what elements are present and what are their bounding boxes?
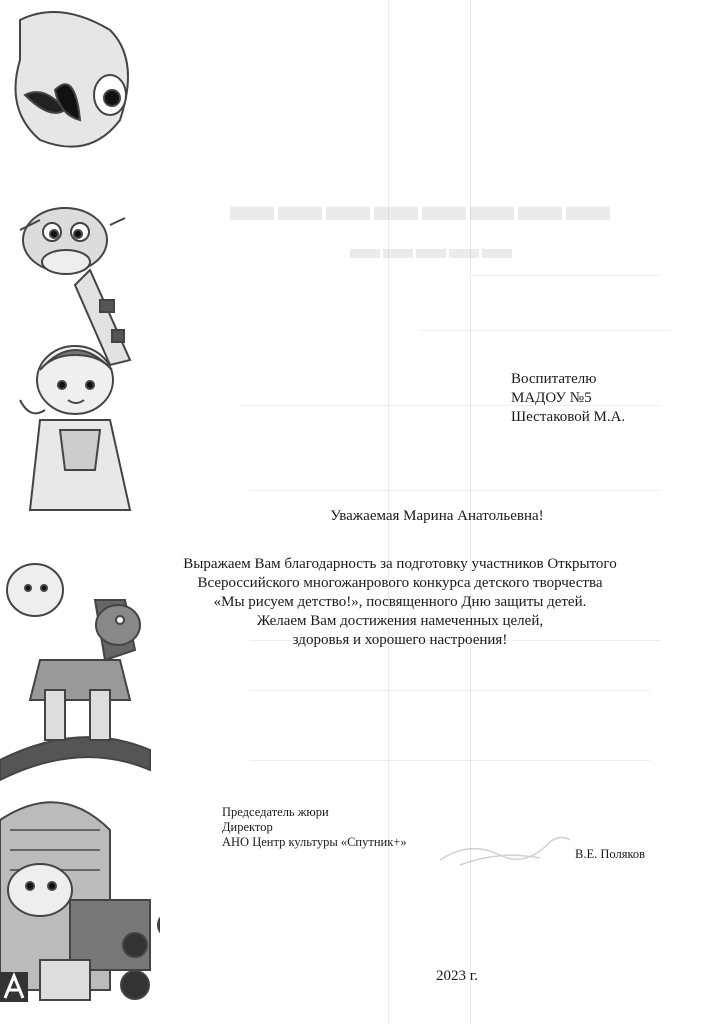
letter-body — [180, 555, 620, 650]
recipient-block — [511, 370, 625, 427]
ghost-line — [420, 330, 670, 331]
signer-organization: АНО Центр культуры «Спутник+» — [222, 835, 407, 849]
body-line: Желаем Вам достижения намеченных целей, — [256, 613, 544, 629]
show-through-watermark — [220, 160, 680, 820]
signature-block — [222, 805, 407, 850]
body-line: «Мы рисуем детство!», посвященного Дню защиты детей. — [213, 594, 587, 610]
recipient-organization: МАДОУ №5 — [511, 390, 592, 406]
body-line: Выражаем Вам благодарность за подготовку участников Открытого — [183, 556, 617, 572]
letter-year: 2023 г. — [436, 968, 478, 984]
ghost-line — [470, 275, 660, 276]
signer-role-director: Директор — [222, 820, 273, 834]
ghost-subheading-shape: ▬▬▬▬▬ — [350, 232, 515, 265]
body-line: Всероссийского многожанрового конкурса детского творчества — [197, 575, 603, 591]
ghost-line — [250, 760, 650, 761]
signer-name: В.Е. Поляков — [575, 847, 646, 861]
letter-block-icon — [0, 972, 28, 1002]
greeting: Уважаемая Марина Анатольевна! — [330, 508, 544, 524]
handwritten-signature — [430, 820, 580, 880]
ghost-heading-shape: ▬▬▬▬▬▬▬▬ — [230, 181, 614, 230]
ghost-line — [250, 490, 660, 491]
signer-role-jury: Председатель жюри — [222, 805, 329, 819]
ghost-line — [250, 690, 650, 691]
body-line: здоровья и хорошего настроения! — [292, 632, 508, 648]
recipient-position: Воспитателю — [511, 371, 597, 387]
recipient-name: Шестаковой М.А. — [511, 409, 626, 425]
